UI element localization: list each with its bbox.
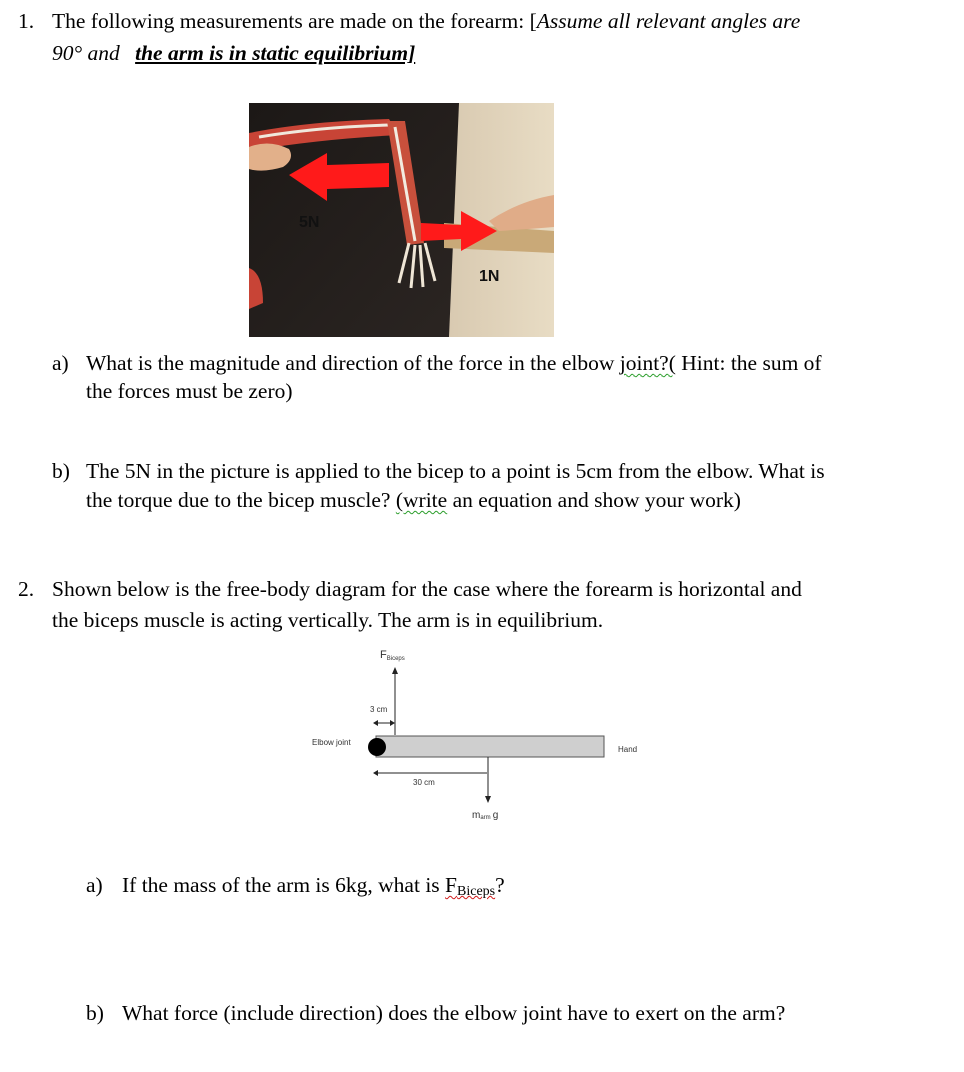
- q2-number: 2.: [18, 577, 35, 601]
- q2a-letter: a): [86, 873, 103, 897]
- q2-line1: [18, 576, 802, 602]
- q1a-text: [86, 350, 822, 376]
- q1-intro: The following measurements are made on the forearm: [: [52, 9, 537, 33]
- force-left-label: 5N: [299, 214, 320, 231]
- fbd-3cm-arrow-left: [373, 720, 378, 726]
- fbd-hand-label: Hand: [618, 745, 638, 754]
- q1a-text-post: Hint: the sum of: [675, 351, 822, 375]
- q1-assume: Assume all relevant angles are: [536, 9, 801, 33]
- fbd-f-label: FBiceps: [380, 649, 405, 662]
- q1a-letter: a): [52, 351, 69, 375]
- q2a-f-letter: F: [445, 873, 458, 897]
- q2a-text: [122, 872, 505, 905]
- q1-line1: [18, 8, 801, 34]
- q2b-letter: b): [86, 1001, 104, 1025]
- fbd-elbow-joint: [368, 738, 386, 756]
- fbd-weight-arrowhead: [485, 796, 491, 803]
- q2-line2: the biceps muscle is acting vertically. The arm is in equilibrium.: [52, 608, 604, 632]
- q1a-line1: [52, 350, 822, 376]
- q1b-flagged: (write: [395, 488, 448, 512]
- q1-line2: [52, 40, 415, 66]
- q2a-text-pre: If the mass of the arm is 6kg, what is: [122, 873, 446, 897]
- fbd-elbow-label: Elbow joint: [312, 738, 351, 747]
- q2-line1-text: Shown below is the free-body diagram for the case where the forearm is horizontal and: [52, 577, 802, 601]
- force-right-label: 1N: [479, 268, 500, 285]
- q1a-line2: the forces must be zero): [86, 379, 293, 403]
- fbd-weight-label: marm g: [472, 810, 499, 821]
- fbd-30cm-arrow-left: [373, 770, 378, 776]
- fbd-biceps-arrowhead: [392, 667, 398, 674]
- q2a-f-sub: Biceps: [457, 884, 496, 899]
- q2b-line: [86, 1000, 786, 1026]
- fbd-forearm-bar: [376, 736, 604, 757]
- q1-angle: 90° and: [52, 41, 120, 65]
- q1b-letter: b): [52, 459, 70, 483]
- q1b-line2: [86, 487, 741, 513]
- q1b-text: The 5N in the picture is applied to the bicep to a point is 5cm from the elbow. What is: [86, 459, 825, 483]
- q1-equilibrium: the arm is in static equilibrium]: [135, 41, 416, 65]
- fbd-30cm-label: 30 cm: [413, 778, 435, 787]
- q1b-line1: [52, 458, 825, 484]
- fbd-3cm-label: 3 cm: [370, 705, 388, 714]
- free-body-diagram: [300, 640, 660, 830]
- q1-number: 1.: [18, 9, 35, 33]
- q1b-line2-pre: the torque due to the bicep muscle?: [86, 488, 396, 512]
- forearm-photo: [249, 103, 554, 337]
- q1-line1-text: [52, 8, 800, 34]
- fbd-3cm-arrow-right: [390, 720, 395, 726]
- q2a-text-post: ?: [495, 873, 505, 897]
- q2a-line: [86, 872, 505, 899]
- q1a-flagged: joint?(: [619, 351, 676, 375]
- q2b-text: What force (include direction) does the elbow joint have to exert on the arm?: [122, 1001, 786, 1025]
- q1b-line2-post: an equation and show your work): [447, 488, 741, 512]
- q1a-text-pre: What is the magnitude and direction of the force in the elbow: [86, 351, 620, 375]
- q2a-fbiceps: [445, 873, 495, 897]
